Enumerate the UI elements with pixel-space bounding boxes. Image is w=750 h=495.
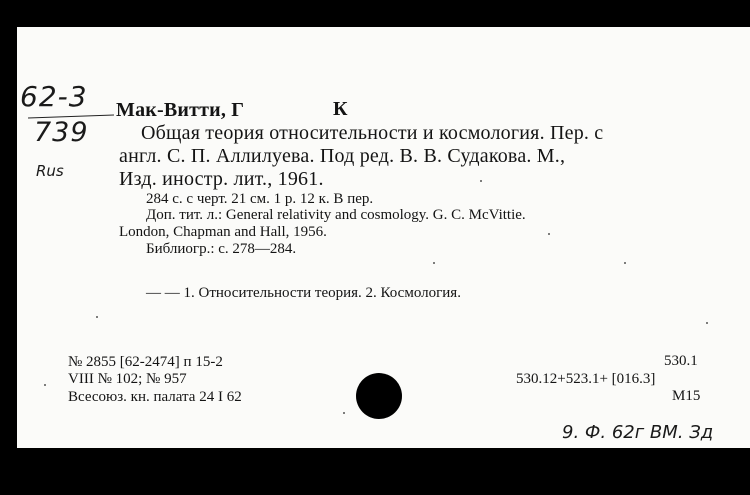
footer-record-number: № 2855 [62-2474] п 15-2	[68, 354, 223, 370]
classification-udc: 530.1	[664, 353, 698, 369]
heading-letter: К	[333, 98, 348, 120]
speck	[706, 322, 708, 324]
footer-series-number: VIII № 102; № 957	[68, 371, 187, 387]
punch-hole	[356, 373, 402, 419]
handwritten-call-number-bottom: 739	[34, 117, 89, 148]
title-line-1: Общая теория относительности и космология. Пер. с	[141, 122, 604, 144]
speck	[480, 180, 482, 182]
speck	[96, 316, 98, 318]
author-mark: М15	[672, 388, 701, 404]
subject-headings: — — 1. Относительности теория. 2. Космология.	[146, 285, 461, 301]
speck	[433, 262, 435, 264]
speck	[44, 384, 46, 386]
original-publication: London, Chapman and Hall, 1956.	[119, 224, 327, 240]
speck	[624, 262, 626, 264]
author-heading: Мак-Витти, Г	[116, 99, 245, 121]
handwritten-call-number-top: 62-3	[20, 80, 88, 113]
title-line-3: Изд. иностр. лит., 1961.	[119, 168, 324, 190]
classification-full: 530.12+523.1+ [016.3]	[516, 371, 656, 387]
speck	[548, 233, 550, 235]
bibliography-note: Библиогр.: с. 278—284.	[146, 241, 297, 257]
parallel-title: Доп. тит. л.: General relativity and cosmology. G. C. McVittie.	[146, 207, 526, 223]
speck	[343, 412, 345, 414]
handwritten-scrawl-left: Rus	[36, 162, 64, 180]
handwritten-note-bottom: 9. Ф. 62г ВМ. Зд	[562, 422, 714, 443]
footer-chamber-date: Всесоюз. кн. палата 24 I 62	[68, 389, 242, 405]
physical-description: 284 с. с черт. 21 см. 1 р. 12 к. В пер.	[146, 191, 374, 207]
title-line-2: англ. С. П. Аллилуева. Под ред. В. В. Судакова. М.,	[119, 145, 566, 167]
